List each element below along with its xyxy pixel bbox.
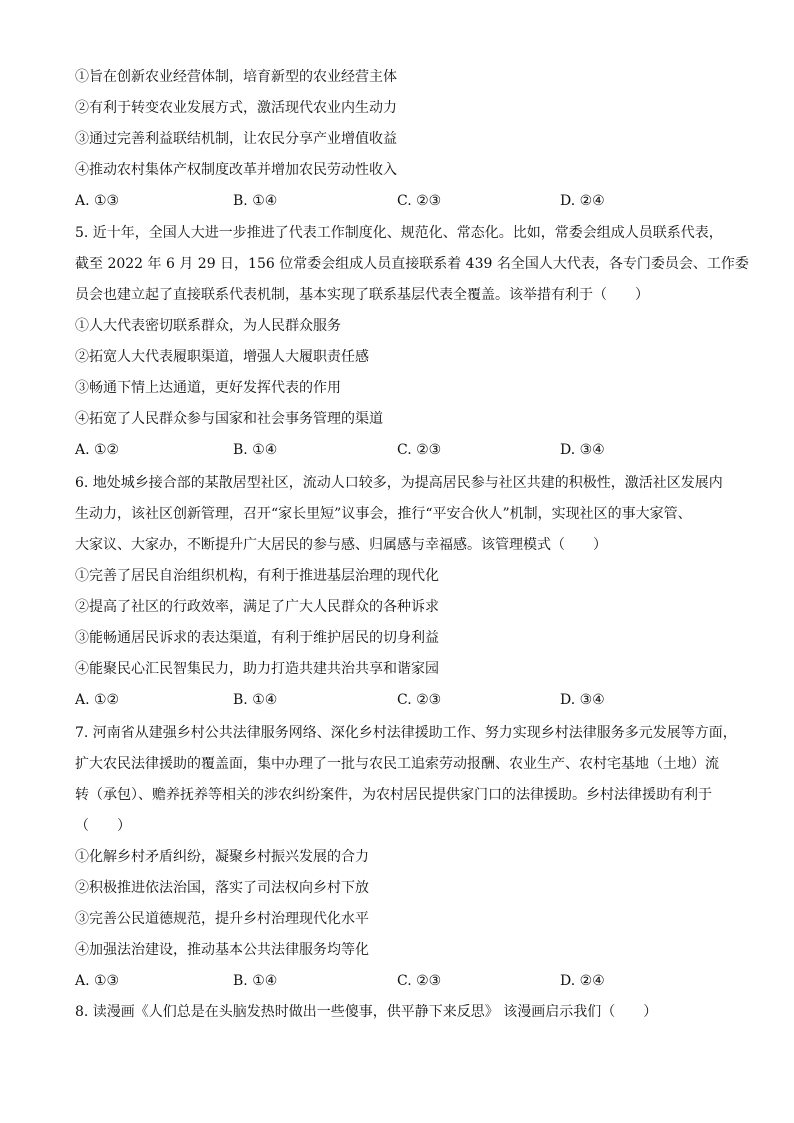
q6-choice-d: D. ③④ xyxy=(560,692,605,708)
q4-choices xyxy=(75,192,725,210)
q6-stem-line-3: 大家议、大家办，不断提升广大居民的参与感、归属感与幸福感。该管理模式（ ） xyxy=(75,537,607,553)
q4-choice-b: B. ①④ xyxy=(233,193,278,209)
q6-option-1: ①完善了居民自治组织机构，有利于推进基层治理的现代化 xyxy=(75,568,439,584)
q6-choice-c: C. ②③ xyxy=(397,692,442,708)
q5-stem-line-3: 员会也建立起了直接联系代表机制，基本实现了联系基层代表全覆盖。该举措有利于（ ） xyxy=(75,287,649,303)
q7-choice-a: A. ①③ xyxy=(75,973,120,989)
q8-stem-line-1: 8. 读漫画《人们总是在头脑发热时做出一些傻事，供平静下来反思》 该漫画启示我们（ ） xyxy=(75,1004,658,1020)
q6-option-2: ②提高了社区的行政效率，满足了广大人民群众的各种诉求 xyxy=(75,599,439,615)
q6-choices xyxy=(75,691,725,709)
q5-choice-c: C. ②③ xyxy=(397,442,442,458)
q7-stem-line-1: 7. 河南省从建强乡村公共法律服务网络、深化乡村法律援助工作、努力实现乡村法律服务多元发展等方面， xyxy=(75,725,737,741)
q7-option-4: ④加强法治建设，推动基本公共法律服务均等化 xyxy=(75,942,369,958)
q7-choice-d: D. ②④ xyxy=(560,973,605,989)
q5-choice-a: A. ①② xyxy=(75,442,120,458)
q5-choices xyxy=(75,441,725,459)
q6-choice-b: B. ①④ xyxy=(233,692,278,708)
q6-choice-a: A. ①② xyxy=(75,692,120,708)
q4-option-2: ②有利于转变农业发展方式，激活现代农业内生动力 xyxy=(75,100,397,116)
q4-option-4: ④推动农村集体产权制度改革并增加农民劳动性收入 xyxy=(75,162,397,178)
q7-choice-c: C. ②③ xyxy=(397,973,442,989)
q4-option-3: ③通过完善利益联结机制，让农民分享产业增值收益 xyxy=(75,131,397,147)
q5-option-1: ①人大代表密切联系群众，为人民群众服务 xyxy=(75,318,341,334)
q5-choice-b: B. ①④ xyxy=(233,442,278,458)
q7-stem-line-2: 扩大农民法律援助的覆盖面，集中办理了一批与农民工追索劳动报酬、农业生产、农村宅基地（土地）流 xyxy=(75,756,719,772)
q7-choices xyxy=(75,972,725,990)
q7-stem-line-3: 转（承包）、赡养抚养等相关的涉农纠纷案件，为农村居民提供家门口的法律援助。乡村法律援助有利于 xyxy=(75,787,712,803)
q7-option-2: ②积极推进依法治国，落实了司法权向乡村下放 xyxy=(75,880,369,896)
q6-option-3: ③能畅通居民诉求的表达渠道，有利于维护居民的切身利益 xyxy=(75,630,439,646)
q5-option-3: ③畅通下情上达通道，更好发挥代表的作用 xyxy=(75,380,341,396)
q4-option-1: ①旨在创新农业经营体制，培育新型的农业经营主体 xyxy=(75,69,397,85)
q4-choice-a: A. ①③ xyxy=(75,193,120,209)
q4-choice-d: D. ②④ xyxy=(560,193,605,209)
q7-stem-line-4: （ ） xyxy=(75,818,131,834)
q5-option-2: ②拓宽人大代表履职渠道，增强人大履职责任感 xyxy=(75,349,369,365)
q5-option-4: ④拓宽了人民群众参与国家和社会事务管理的渠道 xyxy=(75,411,383,427)
q5-stem-line-1: 5. 近十年，全国人大进一步推进了代表工作制度化、规范化、常态化。比如，常委会组成人员联系代表， xyxy=(75,225,723,241)
q7-option-3: ③完善公民道德规范，提升乡村治理现代化水平 xyxy=(75,911,369,927)
q6-option-4: ④能聚民心汇民智集民力，助力打造共建共治共享和谐家园 xyxy=(75,661,439,677)
q4-choice-c: C. ②③ xyxy=(397,193,442,209)
q5-choice-d: D. ③④ xyxy=(560,442,605,458)
q7-choice-b: B. ①④ xyxy=(233,973,278,989)
q7-option-1: ①化解乡村矛盾纠纷，凝聚乡村振兴发展的合力 xyxy=(75,849,369,865)
q5-stem-line-2: 截至 2022 年 6 月 29 日，156 位常委会组成人员直接联系着 439 名全国人大代表，各专门委员会、工作委 xyxy=(75,256,749,272)
q6-stem-line-2: 生动力，该社区创新管理，召开“家长里短”议事会，推行“平安合伙人”机制，实现社区的事大家管、 xyxy=(75,506,692,522)
q6-stem-line-1: 6. 地处城乡接合部的某散居型社区，流动人口较多，为提高居民参与社区共建的积极性，激活社区发展内 xyxy=(75,475,723,491)
